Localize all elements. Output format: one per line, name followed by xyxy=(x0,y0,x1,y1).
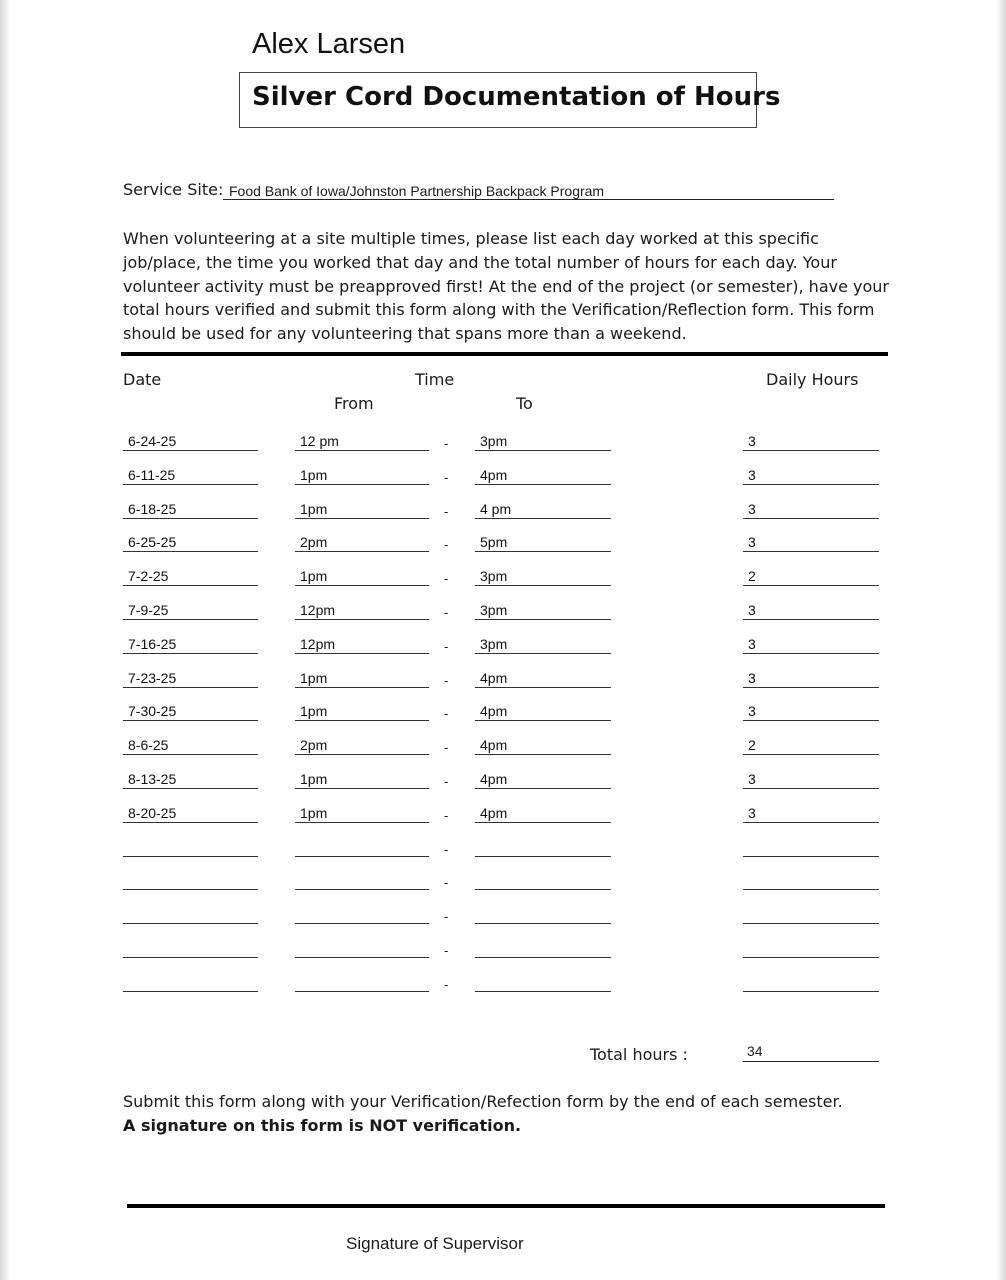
to-time-cell[interactable] xyxy=(475,671,611,688)
daily-hours-cell-text: 3 xyxy=(748,635,756,652)
time-separator: - xyxy=(444,503,449,519)
to-time-cell[interactable] xyxy=(475,907,611,924)
service-site-underline xyxy=(223,199,834,200)
service-site-value: Food Bank of Iowa/Johnston Partnership Backpack Program xyxy=(229,183,605,199)
date-cell[interactable] xyxy=(123,535,258,552)
daily-hours-cell[interactable] xyxy=(743,941,879,958)
table-row xyxy=(0,468,1006,498)
signature-note: A signature on this form is NOT verification. xyxy=(123,1116,522,1135)
daily-hours-cell[interactable] xyxy=(743,704,879,721)
from-time-cell[interactable] xyxy=(295,975,429,992)
date-cell-text: 7-2-25 xyxy=(128,568,169,585)
time-separator: - xyxy=(444,807,449,823)
date-cell-text: 6-11-25 xyxy=(128,466,176,483)
table-row xyxy=(0,907,1006,937)
header-divider xyxy=(121,352,888,356)
daily-hours-cell-text: 3 xyxy=(748,500,756,517)
daily-hours-cell-text: 3 xyxy=(748,466,756,483)
to-time-cell[interactable] xyxy=(475,535,611,552)
to-time-cell[interactable] xyxy=(475,840,611,857)
date-cell[interactable] xyxy=(123,941,258,958)
from-time-cell[interactable] xyxy=(295,840,429,857)
table-row xyxy=(0,535,1006,565)
date-cell-text: 8-20-25 xyxy=(128,804,177,821)
total-hours-value: 34 xyxy=(747,1043,763,1059)
from-column-header: From xyxy=(334,394,374,413)
submit-instructions: Submit this form along with your Verification/Refection form by the end of each semester. xyxy=(123,1092,843,1111)
to-time-cell[interactable] xyxy=(475,975,611,992)
daily-hours-cell[interactable] xyxy=(743,975,879,992)
from-time-cell[interactable] xyxy=(295,468,429,485)
signature-label: Signature of Supervisor xyxy=(346,1234,524,1253)
date-cell[interactable] xyxy=(123,806,258,823)
from-time-cell-text: 12pm xyxy=(300,602,336,618)
daily-hours-column-header: Daily Hours xyxy=(766,370,859,389)
from-time-cell-text: 12 pm xyxy=(300,433,339,449)
to-time-cell-text: 3pm xyxy=(480,433,508,449)
from-time-cell-text: 1pm xyxy=(300,669,328,686)
table-row xyxy=(0,873,1006,903)
daily-hours-cell[interactable] xyxy=(743,637,879,654)
daily-hours-cell-text: 3 xyxy=(748,669,756,686)
daily-hours-cell-text: 2 xyxy=(748,568,756,585)
volunteer-name: Alex Larsen xyxy=(252,28,406,60)
table-row xyxy=(0,840,1006,870)
from-time-cell-text: 1pm xyxy=(300,771,328,787)
time-separator: - xyxy=(444,706,449,722)
table-row xyxy=(0,772,1006,802)
date-cell[interactable] xyxy=(123,704,258,721)
to-time-cell-text: 4pm xyxy=(480,737,508,754)
date-column-header: Date xyxy=(123,370,162,389)
date-cell[interactable] xyxy=(123,873,258,890)
daily-hours-cell[interactable] xyxy=(743,603,879,620)
date-cell[interactable] xyxy=(123,569,258,586)
daily-hours-cell[interactable] xyxy=(743,569,879,586)
daily-hours-cell[interactable] xyxy=(743,806,879,823)
from-time-cell[interactable] xyxy=(295,704,429,721)
table-row xyxy=(0,975,1006,1005)
to-time-cell-text: 3pm xyxy=(480,635,508,652)
daily-hours-cell-text: 3 xyxy=(748,771,756,787)
daily-hours-cell[interactable] xyxy=(743,738,879,755)
time-separator: - xyxy=(444,469,449,485)
from-time-cell[interactable] xyxy=(295,941,429,958)
from-time-cell[interactable] xyxy=(295,671,429,688)
daily-hours-cell-text: 3 xyxy=(748,804,756,821)
table-row xyxy=(0,434,1006,464)
from-time-cell[interactable] xyxy=(295,738,429,755)
time-separator: - xyxy=(444,774,449,789)
to-time-cell-text: 5pm xyxy=(480,534,508,551)
to-time-cell[interactable] xyxy=(475,468,611,485)
date-cell[interactable] xyxy=(123,671,258,688)
daily-hours-cell[interactable] xyxy=(743,840,879,857)
to-time-cell-text: 4pm xyxy=(480,771,508,787)
to-time-cell-text: 3pm xyxy=(480,568,508,585)
from-time-cell[interactable] xyxy=(295,637,429,654)
date-cell[interactable] xyxy=(123,502,258,519)
from-time-cell-text: 1pm xyxy=(300,703,328,720)
time-separator: - xyxy=(444,605,449,620)
from-time-cell[interactable] xyxy=(295,873,429,890)
date-cell[interactable] xyxy=(123,468,258,485)
date-cell-text: 6-24-25 xyxy=(128,433,177,449)
daily-hours-cell[interactable] xyxy=(743,502,879,519)
date-cell-text: 7-23-25 xyxy=(128,669,177,686)
date-cell-text: 6-25-25 xyxy=(128,534,177,551)
daily-hours-cell[interactable] xyxy=(743,468,879,485)
daily-hours-cell-text: 2 xyxy=(748,737,756,754)
date-cell[interactable] xyxy=(123,840,258,857)
to-time-cell[interactable] xyxy=(475,738,611,755)
daily-hours-cell-text: 3 xyxy=(748,534,756,551)
daily-hours-cell-text: 3 xyxy=(748,703,756,720)
from-time-cell-text: 2pm xyxy=(300,534,328,551)
to-time-cell[interactable] xyxy=(475,772,611,789)
daily-hours-cell-text: 3 xyxy=(748,602,756,618)
from-time-cell-text: 2pm xyxy=(300,737,328,754)
from-time-cell[interactable] xyxy=(295,569,429,586)
signature-line xyxy=(127,1204,885,1208)
total-hours-underline xyxy=(743,1061,879,1062)
daily-hours-cell[interactable] xyxy=(743,535,879,552)
table-row xyxy=(0,569,1006,599)
to-time-cell[interactable] xyxy=(475,434,611,451)
time-separator: - xyxy=(444,638,449,654)
daily-hours-cell[interactable] xyxy=(743,772,879,789)
total-hours-label: Total hours : xyxy=(590,1045,688,1064)
date-cell[interactable] xyxy=(123,434,258,451)
date-cell[interactable] xyxy=(123,738,258,755)
from-time-cell[interactable] xyxy=(295,434,429,451)
table-row xyxy=(0,603,1006,633)
date-cell[interactable] xyxy=(123,975,258,992)
from-time-cell[interactable] xyxy=(295,806,429,823)
to-time-cell[interactable] xyxy=(475,569,611,586)
time-separator: - xyxy=(444,943,449,958)
to-time-cell-text: 3pm xyxy=(480,602,508,618)
from-time-cell[interactable] xyxy=(295,502,429,519)
table-row xyxy=(0,806,1006,836)
date-cell[interactable] xyxy=(123,907,258,924)
to-time-cell-text: 4pm xyxy=(480,669,508,686)
from-time-cell-text: 1pm xyxy=(300,804,328,821)
date-cell-text: 7-9-25 xyxy=(128,602,169,618)
time-separator: - xyxy=(444,841,449,857)
time-separator: - xyxy=(444,740,449,756)
to-time-cell[interactable] xyxy=(475,637,611,654)
daily-hours-cell[interactable] xyxy=(743,907,879,924)
time-separator: - xyxy=(444,571,449,587)
date-cell-text: 7-30-25 xyxy=(128,703,177,720)
date-cell-text: 6-18-25 xyxy=(128,500,177,517)
from-time-cell-text: 1pm xyxy=(300,466,328,483)
date-cell[interactable] xyxy=(123,772,258,789)
to-time-cell-text: 4pm xyxy=(480,804,508,821)
time-separator: - xyxy=(444,976,449,992)
from-time-cell[interactable] xyxy=(295,603,429,620)
time-separator: - xyxy=(444,436,449,451)
to-time-cell[interactable] xyxy=(475,941,611,958)
table-row xyxy=(0,502,1006,532)
table-row xyxy=(0,941,1006,971)
table-row xyxy=(0,637,1006,667)
from-time-cell[interactable] xyxy=(295,772,429,789)
from-time-cell[interactable] xyxy=(295,907,429,924)
service-site-label: Service Site: xyxy=(123,180,224,199)
from-time-cell-text: 12pm xyxy=(300,635,336,652)
daily-hours-cell-text: 3 xyxy=(748,433,756,449)
to-time-cell[interactable] xyxy=(475,502,611,519)
time-separator: - xyxy=(444,909,449,925)
to-time-cell[interactable] xyxy=(475,603,611,620)
to-time-cell[interactable] xyxy=(475,806,611,823)
daily-hours-cell[interactable] xyxy=(743,873,879,890)
to-time-cell[interactable] xyxy=(475,873,611,890)
to-time-cell-text: 4pm xyxy=(480,703,508,720)
daily-hours-cell[interactable] xyxy=(743,434,879,451)
title-box xyxy=(239,72,781,128)
instructions-paragraph: When volunteering at a site multiple times, please list each day worked at this specific job/place, the time you worked that day and the total number of hours for each day. Your volunteer activity must be preapproved first! At the end of the project (or semester), have your total hours verified and submit this form along with the Verification/Reflection form. This form should be used for any volunteering that spans more than a weekend. xyxy=(123,229,889,344)
from-time-cell-text: 1pm xyxy=(300,500,328,517)
from-time-cell[interactable] xyxy=(295,535,429,552)
daily-hours-cell[interactable] xyxy=(743,671,879,688)
from-time-cell-text: 1pm xyxy=(300,568,328,585)
to-time-cell[interactable] xyxy=(475,704,611,721)
time-separator: - xyxy=(444,672,449,688)
time-column-header: Time xyxy=(415,370,455,389)
time-separator: - xyxy=(444,537,449,553)
table-row xyxy=(0,671,1006,701)
page-title: Silver Cord Documentation of Hours xyxy=(252,82,781,112)
date-cell-text: 8-6-25 xyxy=(128,737,169,754)
date-cell-text: 8-13-25 xyxy=(128,771,177,787)
date-cell[interactable] xyxy=(123,637,258,654)
date-cell[interactable] xyxy=(123,603,258,620)
date-cell-text: 7-16-25 xyxy=(128,635,177,652)
time-separator: - xyxy=(444,875,449,891)
to-time-cell-text: 4 pm xyxy=(480,500,512,517)
table-row xyxy=(0,704,1006,734)
table-row xyxy=(0,738,1006,768)
to-time-cell-text: 4pm xyxy=(480,466,508,483)
to-column-header: To xyxy=(516,394,533,413)
